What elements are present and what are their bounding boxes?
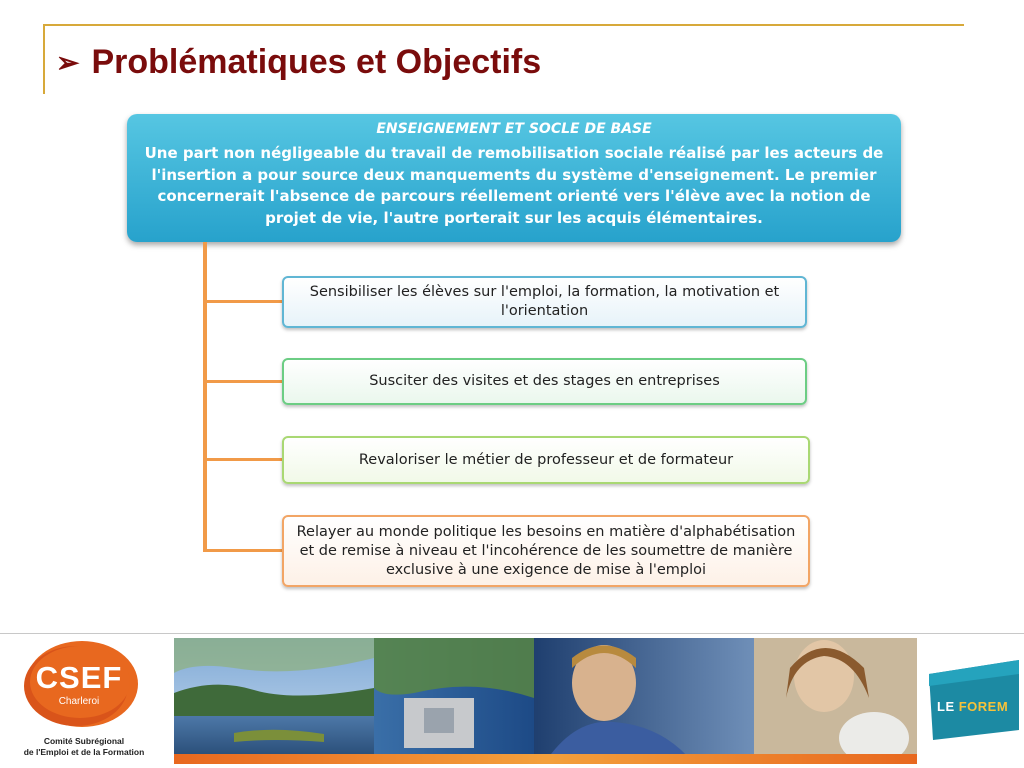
diagram-header-title: ENSEIGNEMENT ET SOCLE DE BASE (376, 121, 652, 137)
diagram-header-body: Une part non négligeable du travail de remobilisation sociale réalisé par les acteurs de l'insertion a pour source deux manquements du système d'enseignement. Le premier concernerait l'absence de parcours réellement orienté vers l'élève avec la notion de projet de vie, l'autre porterait sur les acquis élémentaires. (144, 144, 884, 227)
footer-divider (0, 633, 1024, 634)
diagram-child-text: Revaloriser le métier de professeur et de formateur (358, 451, 734, 468)
csef-name: CSEF (35, 660, 123, 695)
diagram-header-box (127, 114, 901, 242)
title-rule-top (43, 24, 964, 26)
csef-caption (12, 736, 156, 758)
csef-logo (12, 638, 154, 764)
slide-title-text: Problématiques et Objectifs (91, 42, 542, 81)
csef-caption-line2: de l'Emploi et de la Formation (23, 747, 145, 757)
diagram-child-box (282, 276, 807, 328)
connector-branch (203, 300, 282, 303)
diagram-child-box (282, 436, 810, 484)
photo-collage-image (174, 638, 917, 764)
connector-branch (203, 458, 282, 461)
diagram-child-text: Sensibiliser les élèves sur l'emploi, la formation, la motivation et l'orientation (309, 284, 780, 319)
footer-photo-banner (174, 638, 917, 764)
connector-branch (203, 549, 282, 552)
slide-title (56, 38, 541, 86)
diagram-child-text: Susciter des visites et des stages en entreprises (369, 373, 720, 389)
diagram-child-box (282, 515, 810, 587)
le-forem-text-part1: LE (937, 699, 959, 714)
csef-caption-line1: Comité Subrégional (43, 736, 125, 746)
diagram-child-box (282, 358, 807, 405)
diagram-child-text: Relayer au monde politique les besoins en matière d'alphabétisation et de remise à niveau et l'incohérence de les soumettre de manière exclusive à une exigence de mise à l'emploi (296, 523, 796, 578)
le-forem-text (937, 699, 1008, 714)
le-forem-text-part2: FOREM (958, 699, 1009, 714)
connector-branch (203, 380, 282, 383)
csef-city: Charleroi (58, 696, 100, 707)
arrow-bullet-icon: ➢ (56, 46, 80, 78)
connector-trunk (203, 242, 207, 552)
title-rule-left (43, 24, 45, 94)
